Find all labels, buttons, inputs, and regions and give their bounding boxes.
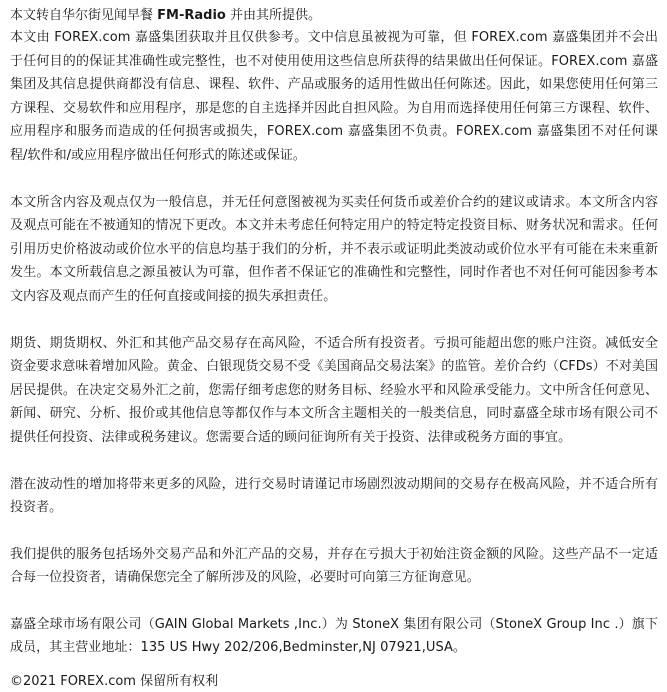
paragraph-gap bbox=[10, 520, 658, 543]
paragraph-services-notice: 我们提供的服务包括场外交易产品和外汇产品的交易，并存在亏损大于初始注资金额的风险。这些产品不一定适合每一位投资者，请确保您完全了解所涉及的风险，必要时可向第三方征询意见。 bbox=[10, 546, 658, 586]
attribution-suffix: 并由其所提供。 bbox=[225, 8, 321, 23]
paragraph-gap bbox=[10, 309, 658, 332]
paragraph-volatility-notice: 潜在波动性的增加将带来更多的风险，进行交易时请谨记市场剧烈波动期间的交易存在极高风险，并不适合所有投资者。 bbox=[10, 476, 658, 516]
paragraph-gap bbox=[10, 168, 658, 191]
paragraph-reference-disclaimer: 本文由 FOREX.com 嘉盛集团获取并且仅供参考。文中信息虽被视为可靠，但 FOREX.com 嘉盛集团并不会出于任何目的的保证其准确性或完整性，也不对使用使用这些信息所获得的结果做出任何保证。FOREX.com 嘉盛集团及其信息提供商都没有信息、课程、软件、产品或服务的适用性做出任何陈述。因此，如果您使用任何第三方课程、交易软件和应用程序，那是您的自主选择并因此自担风险。为自用而选择使用任何第三方课程、软件、应用程序和服务而造成的任何损害或损失，FOREX.com 嘉盛集团不负责。FOREX.com 嘉盛集团不对任何课程/软件和/或应用程序做出任何形式的陈述或保证。 bbox=[10, 30, 658, 163]
paragraph-company-address: 嘉盛全球市场有限公司（GAIN Global Markets ,Inc.）为 StoneX 集团有限公司（StoneX Group Inc .）旗下成员，其主营业地址：135 US Hwy 202/206,Bedminster,NJ 07921,USA。 bbox=[10, 616, 658, 656]
attribution-prefix: 本文转自华尔街见闻早餐 bbox=[10, 8, 158, 23]
source-attribution bbox=[10, 6, 658, 26]
copyright-footer: ©2021 FOREX.com 保留所有权利 bbox=[10, 674, 219, 690]
paragraph-general-information: 本文所含内容及观点仅为一般信息，并无任何意图被视为买卖任何货币或差价合约的建议或请求。本文所含内容及观点可能在不被通知的情况下更改。本文并未考虑任何特定用户的特定特定投资目标、财务状况和需求。任何引用历史价格波动或价位水平的信息均基于我们的分析，并不表示或证明此类波动或价位水平有可能在未来重新发生。本文所载信息之源虽被认为可靠，但作者不保证它的准确性和完整性，同时作者也不对任何可能因参考本文内容及观点而产生的任何直接或间接的损失承担责任。 bbox=[10, 194, 658, 304]
fm-radio-brand: FM-Radio bbox=[157, 8, 226, 23]
paragraph-gap bbox=[10, 590, 658, 613]
paragraph-gap bbox=[10, 450, 658, 473]
paragraph-risk-warning: 期货、期货期权、外汇和其他产品交易存在高风险，不适合所有投资者。亏损可能超出您的账户注资。减低安全资金要求意味着增加风险。黄金、白银现货交易不受《美国商品交易法案》的监管。差价合约（CFDs）不对美国居民提供。在决定交易外汇之前，您需仔细考虑您的财务目标、经验水平和风险承受能力。文中所含任何意见、新闻、研究、分析、报价或其他信息等都仅作与本文所含主题相关的一般类信息，同时嘉盛全球市场有限公司不提供任何投资、法律或税务建议。您需要合适的顾问征询所有关于投资、法律或税务方面的事宜。 bbox=[10, 335, 658, 445]
